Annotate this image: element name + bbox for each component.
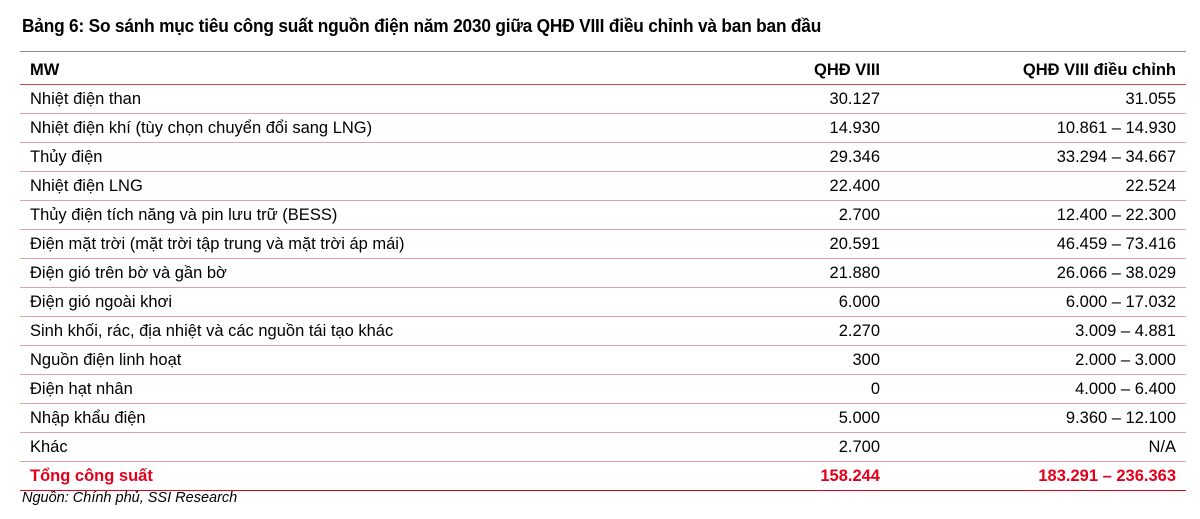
row-adjusted-value: 33.294 – 34.667 [890,143,1186,172]
row-adjusted-value: 4.000 – 6.400 [890,375,1186,404]
row-adjusted-value: 3.009 – 4.881 [890,317,1186,346]
table-row [20,288,1186,317]
row-qhd-viii-value: 6.000 [630,288,890,317]
row-adjusted-value: 10.861 – 14.930 [890,114,1186,143]
header-qhd-viii-adjusted: QHĐ VIII điều chỉnh [890,56,1186,85]
row-qhd-viii-value: 21.880 [630,259,890,288]
row-adjusted-value: 46.459 – 73.416 [890,230,1186,259]
row-label: Điện hạt nhân [20,375,630,404]
header-qhd-viii: QHĐ VIII [630,56,890,85]
row-label: Thủy điện tích năng và pin lưu trữ (BESS) [20,201,630,230]
row-adjusted-value: 26.066 – 38.029 [890,259,1186,288]
table-row [20,143,1186,172]
row-qhd-viii-value: 14.930 [630,114,890,143]
source-note: Nguồn: Chính phủ, SSI Research [22,490,238,506]
row-qhd-viii-value: 2.700 [630,433,890,462]
row-qhd-viii-value: 0 [630,375,890,404]
table-row [20,404,1186,433]
header-row [20,56,1186,85]
total-label: Tổng công suất [20,462,630,491]
row-adjusted-value: 6.000 – 17.032 [890,288,1186,317]
table-row [20,317,1186,346]
table-row [20,230,1186,259]
title-divider [20,51,1186,52]
row-adjusted-value: 2.000 – 3.000 [890,346,1186,375]
row-qhd-viii-value: 2.700 [630,201,890,230]
table-row [20,346,1186,375]
row-label: Nhập khẩu điện [20,404,630,433]
row-adjusted-value: 22.524 [890,172,1186,201]
row-qhd-viii-value: 30.127 [630,85,890,114]
table-row [20,259,1186,288]
row-label: Nhiệt điện LNG [20,172,630,201]
table-title: Bảng 6: So sánh mục tiêu công suất nguồn điện năm 2030 giữa QHĐ VIII điều chỉnh và ban ban đầu [22,16,822,36]
table-row [20,375,1186,404]
row-qhd-viii-value: 22.400 [630,172,890,201]
row-label: Điện gió ngoài khơi [20,288,630,317]
row-label: Thủy điện [20,143,630,172]
row-qhd-viii-value: 29.346 [630,143,890,172]
total-adjusted-value: 183.291 – 236.363 [890,462,1186,491]
row-adjusted-value: 31.055 [890,85,1186,114]
row-label: Sinh khối, rác, địa nhiệt và các nguồn tái tạo khác [20,317,630,346]
row-qhd-viii-value: 300 [630,346,890,375]
row-label: Điện mặt trời (mặt trời tập trung và mặt trời áp mái) [20,230,630,259]
total-row [20,462,1186,491]
table-row [20,201,1186,230]
header-unit: MW [20,56,630,85]
row-qhd-viii-value: 5.000 [630,404,890,433]
row-adjusted-value: N/A [890,433,1186,462]
row-label: Nguồn điện linh hoạt [20,346,630,375]
row-qhd-viii-value: 2.270 [630,317,890,346]
row-adjusted-value: 9.360 – 12.100 [890,404,1186,433]
capacity-comparison-table [20,56,1186,491]
row-label: Nhiệt điện khí (tùy chọn chuyển đổi sang LNG) [20,114,630,143]
row-adjusted-value: 12.400 – 22.300 [890,201,1186,230]
table-row [20,433,1186,462]
row-label: Điện gió trên bờ và gần bờ [20,259,630,288]
table-row [20,114,1186,143]
row-label: Nhiệt điện than [20,85,630,114]
table-row [20,172,1186,201]
row-qhd-viii-value: 20.591 [630,230,890,259]
total-qhd-viii-value: 158.244 [630,462,890,491]
row-label: Khác [20,433,630,462]
table-row [20,85,1186,114]
